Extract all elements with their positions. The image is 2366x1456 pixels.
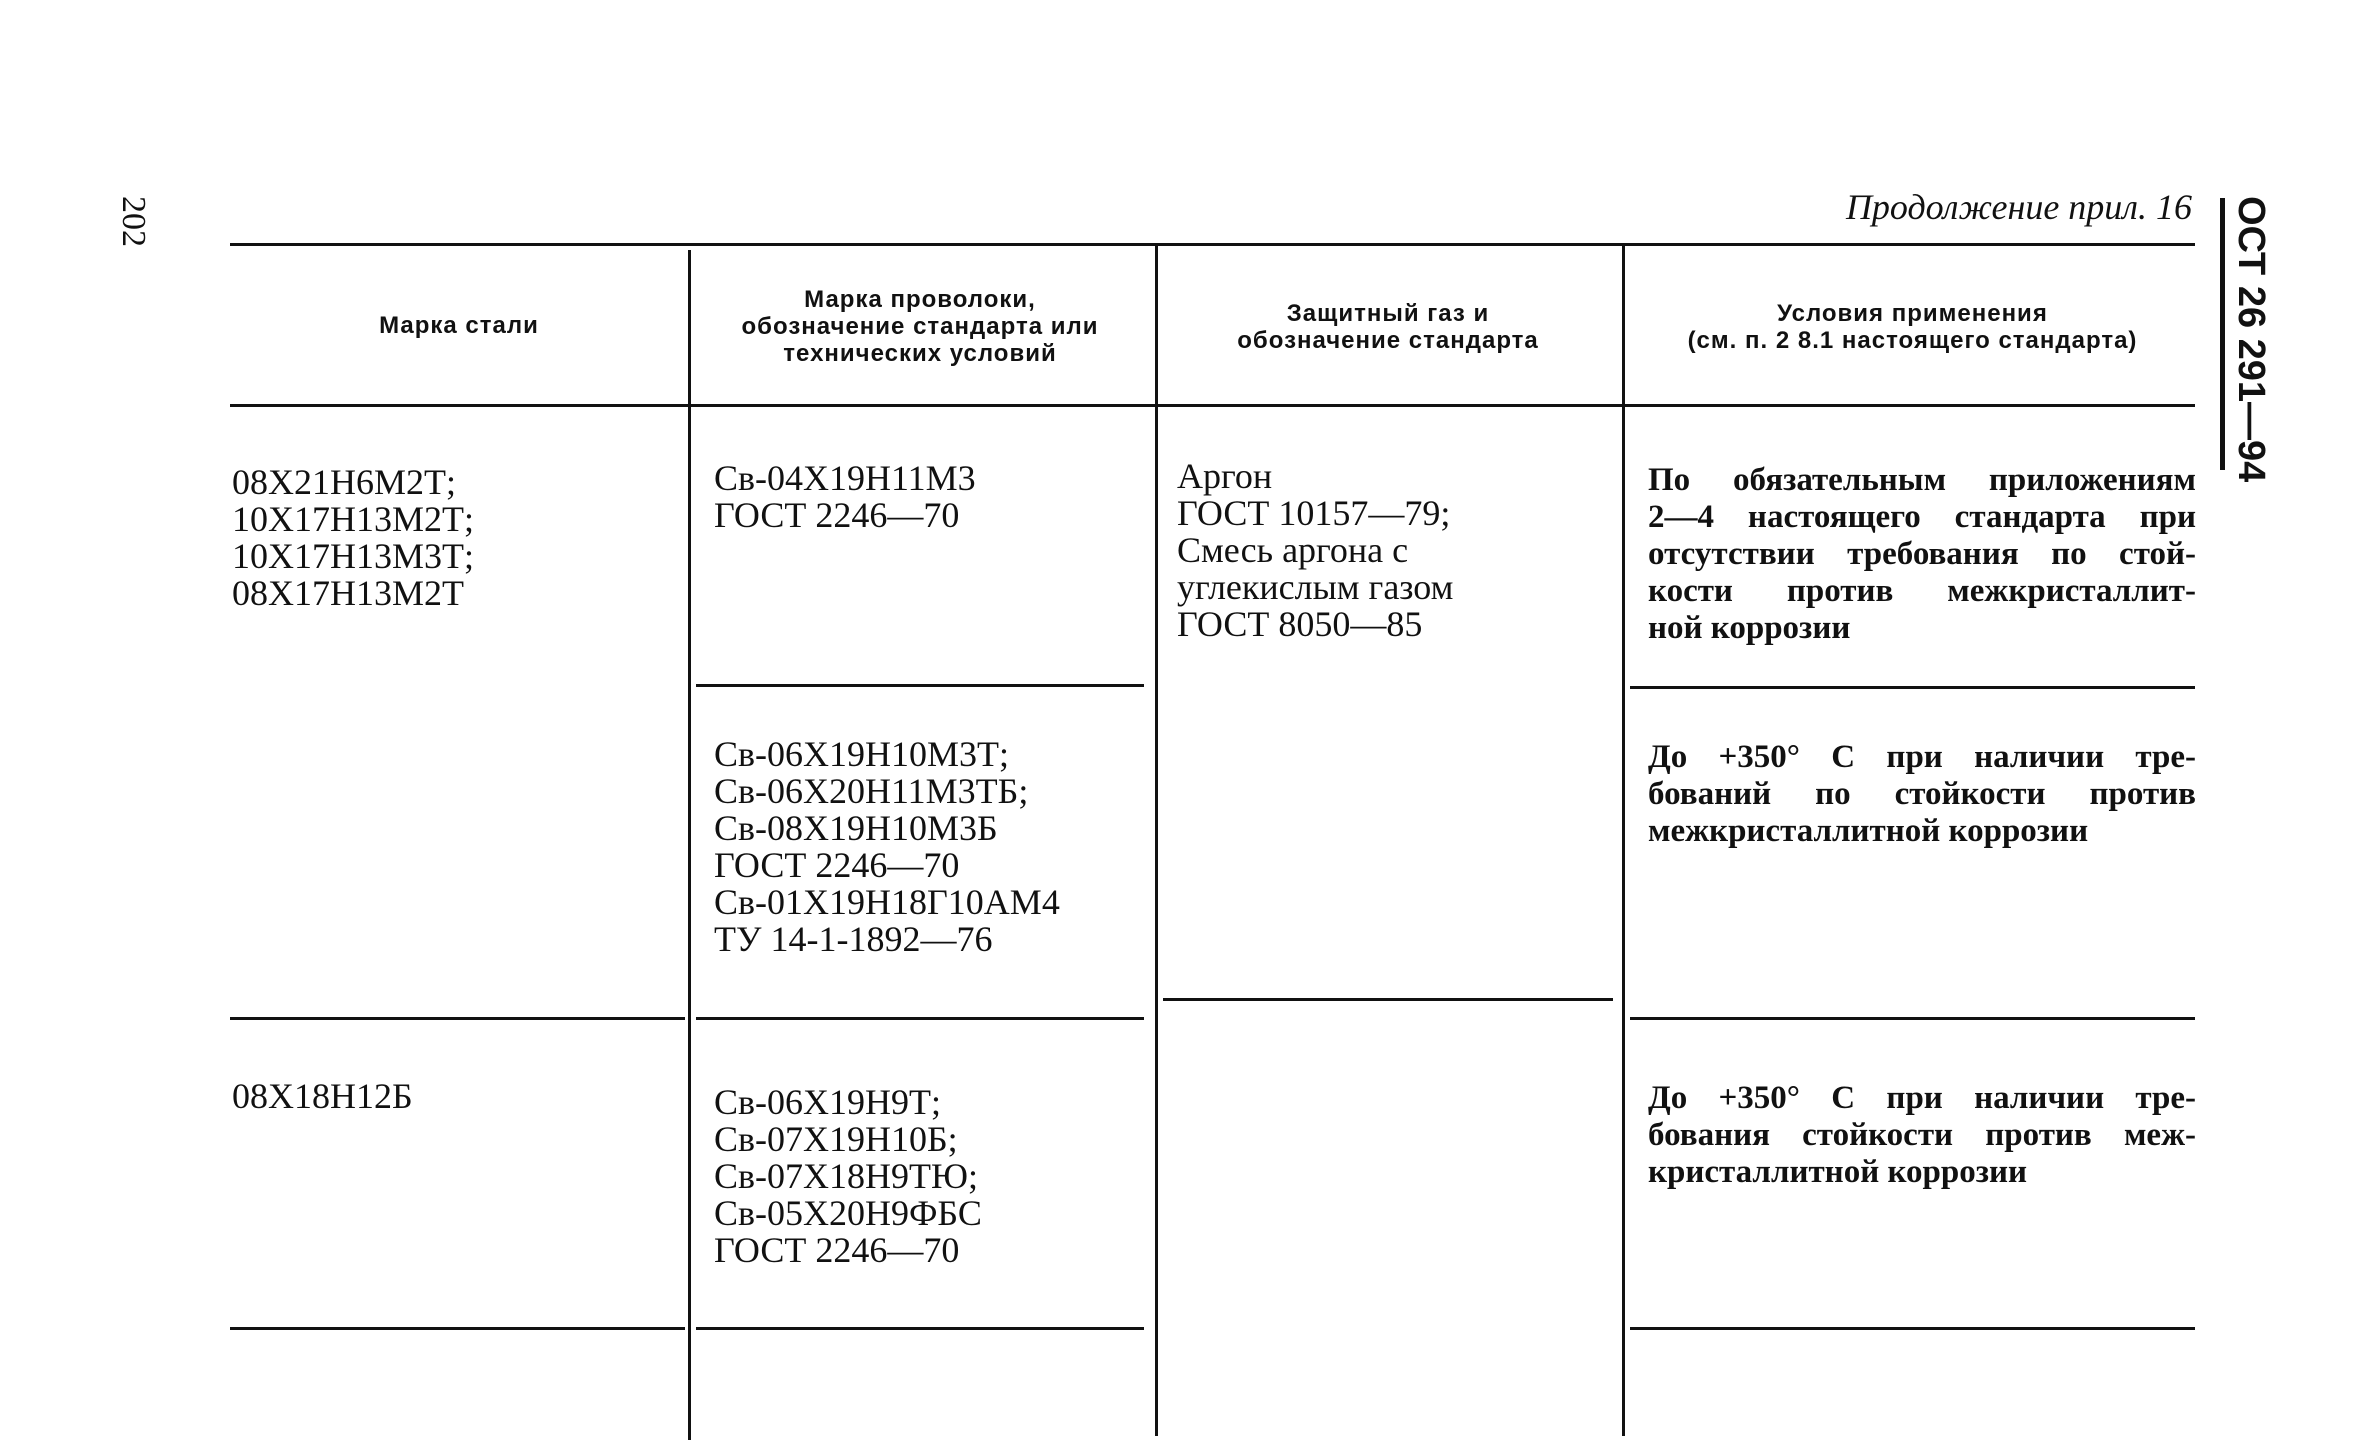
column-divider-3 bbox=[1622, 246, 1625, 1436]
condition-line: кристаллитной коррозии bbox=[1648, 1154, 2028, 1190]
header-shielding-gas bbox=[1163, 300, 1613, 354]
bottom-rule-cond bbox=[1630, 1327, 2195, 1330]
wire-grade: Св-07Х19Н10Б; bbox=[714, 1119, 958, 1159]
continuation-caption: Продолжение прил. 16 bbox=[1845, 187, 2192, 227]
wire-grade: Св-01Х19Н18Г10АМ4 bbox=[714, 882, 1060, 922]
row1-steel-grades bbox=[232, 464, 474, 612]
condition-line: межкристаллитной коррозии bbox=[1648, 813, 2089, 849]
condition-line: До +350° С при наличии тре- bbox=[1648, 739, 2196, 775]
document-code: ОСТ 26 291—94 bbox=[2230, 196, 2272, 483]
header-steel-grade bbox=[232, 312, 686, 339]
steel-grade: 10Х17Н13М3Т; bbox=[232, 536, 474, 576]
gas-line: углекислым газом bbox=[1177, 567, 1454, 607]
condition-line: бований по стойкости против bbox=[1648, 776, 2196, 812]
cond-subrow-rule bbox=[1630, 686, 2195, 689]
page-number: 202 bbox=[115, 196, 152, 247]
column-divider-2 bbox=[1155, 246, 1158, 1436]
header-cond-line: (см. п. 2 8.1 настоящего стандарта) bbox=[1687, 327, 2138, 354]
bottom-rule-steel bbox=[230, 1327, 685, 1330]
row1-shielding-gas bbox=[1177, 458, 1453, 643]
gas-line: ГОСТ 8050—85 bbox=[1177, 604, 1423, 644]
row2-wire bbox=[714, 1084, 982, 1269]
wire-grade: Св-05Х20Н9ФБС bbox=[714, 1193, 982, 1233]
header-gas-line: обозначение стандарта bbox=[1237, 327, 1539, 354]
wire-grade: Св-08Х19Н10М3Б bbox=[714, 808, 998, 848]
condition-line: отсутствии требования по стой- bbox=[1648, 536, 2196, 572]
row1-conditions-b bbox=[1648, 739, 2196, 850]
header-wire-line: технических условий bbox=[783, 340, 1057, 367]
wire-subrow-rule bbox=[696, 684, 1144, 687]
wire-grade: Св-04Х19Н11М3 bbox=[714, 458, 976, 498]
header-bottom-rule bbox=[230, 404, 2195, 407]
condition-line: бования стойкости против меж- bbox=[1648, 1117, 2196, 1153]
condition-line: кости против межкристаллит- bbox=[1648, 573, 2196, 609]
row2-conditions bbox=[1648, 1080, 2196, 1191]
steel-grade: 08Х21Н6М2Т; bbox=[232, 462, 456, 502]
row1-wire-b bbox=[714, 736, 1060, 958]
row2-steel-grade bbox=[232, 1078, 413, 1115]
wire-standard: ГОСТ 2246—70 bbox=[714, 845, 960, 885]
condition-line: 2—4 настоящего стандарта при bbox=[1648, 499, 2196, 535]
wire-grade: Св-07Х18Н9ТЮ; bbox=[714, 1156, 978, 1196]
gas-line: ГОСТ 10157—79; bbox=[1177, 493, 1451, 533]
row1-conditions-a bbox=[1648, 462, 2196, 647]
row-divider-steel bbox=[230, 1017, 685, 1020]
header-wire-line: Марка проволоки, bbox=[804, 286, 1036, 313]
header-gas-line: Защитный газ и bbox=[1286, 300, 1490, 327]
wire-standard: ГОСТ 2246—70 bbox=[714, 495, 960, 535]
wire-grade: Св-06Х19Н9Т; bbox=[714, 1082, 941, 1122]
wire-grade: Св-06Х20Н11М3ТБ; bbox=[714, 771, 1029, 811]
steel-grade: 10Х17Н13М2Т; bbox=[232, 499, 474, 539]
wire-standard: ТУ 14-1-1892—76 bbox=[714, 919, 993, 959]
steel-grade: 08Х18Н12Б bbox=[232, 1076, 413, 1116]
header-conditions bbox=[1630, 300, 2195, 354]
wire-grade: Св-06Х19Н10М3Т; bbox=[714, 734, 1009, 774]
condition-line: До +350° С при наличии тре- bbox=[1648, 1080, 2196, 1116]
condition-line: По обязательным приложениям bbox=[1648, 462, 2196, 498]
row-divider-gas bbox=[1163, 998, 1613, 1001]
row-divider-wire bbox=[696, 1017, 1144, 1020]
row1-wire-a bbox=[714, 460, 976, 534]
header-steel-grade-text: Марка стали bbox=[379, 312, 539, 339]
doc-code-rule bbox=[2220, 198, 2225, 470]
header-wire-line: обозначение стандарта или bbox=[741, 313, 1099, 340]
steel-grade: 08Х17Н13М2Т bbox=[232, 573, 464, 613]
wire-standard: ГОСТ 2246—70 bbox=[714, 1230, 960, 1270]
column-divider-1 bbox=[688, 250, 691, 1440]
bottom-rule-wire bbox=[696, 1327, 1144, 1330]
header-cond-line: Условия применения bbox=[1777, 300, 2048, 327]
gas-line: Смесь аргона с bbox=[1177, 530, 1409, 570]
header-wire-grade bbox=[696, 286, 1144, 367]
gas-line: Аргон bbox=[1177, 456, 1273, 496]
row-divider-cond bbox=[1630, 1017, 2195, 1020]
condition-line: ной коррозии bbox=[1648, 610, 1851, 646]
table-top-rule bbox=[230, 243, 2195, 246]
